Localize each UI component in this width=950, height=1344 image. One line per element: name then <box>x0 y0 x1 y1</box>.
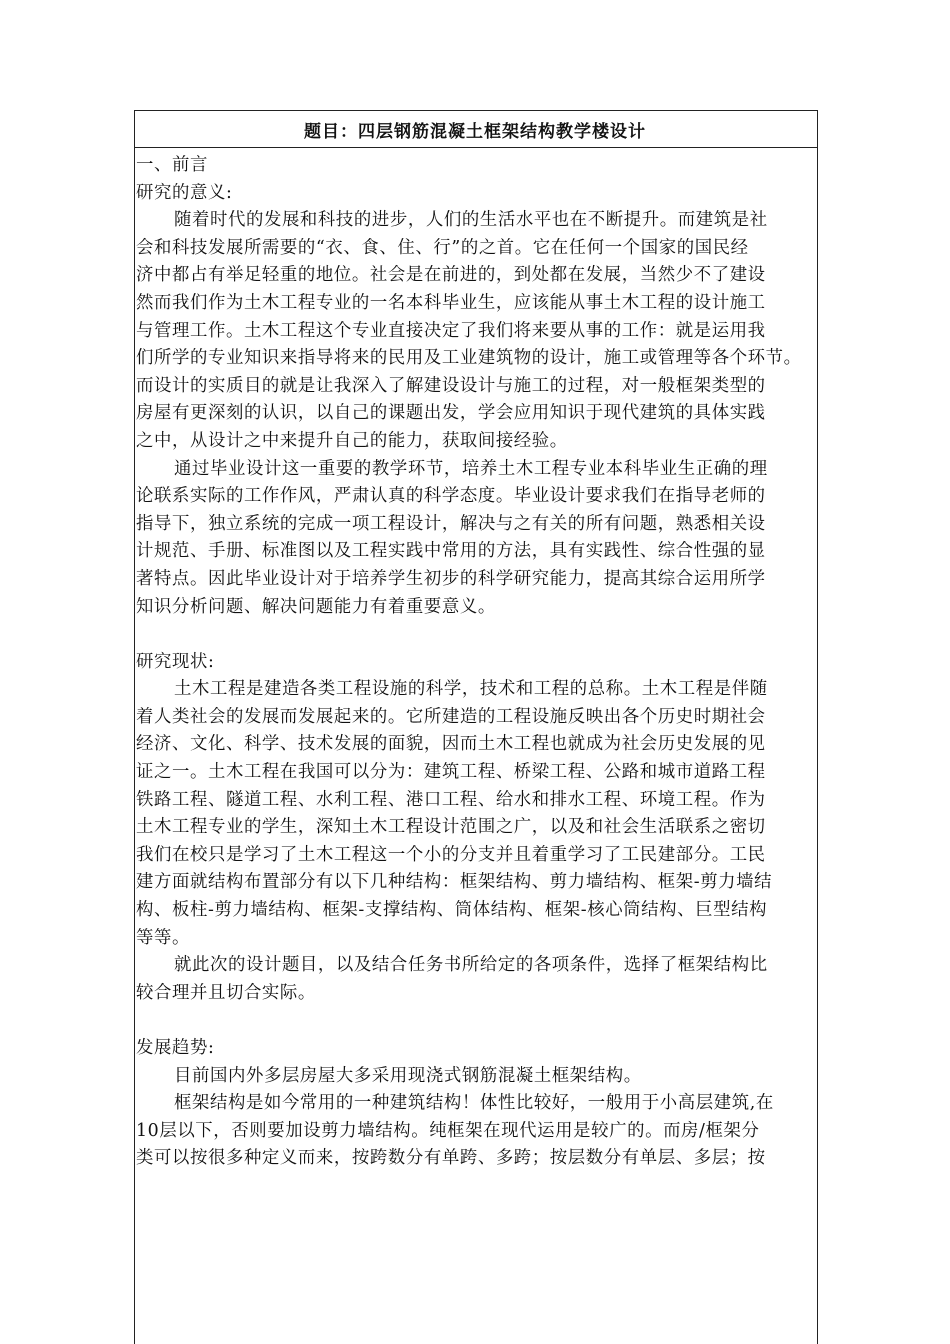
text-line: 我们在校只是学习了土木工程这一个小的分支并且着重学习了工民建部分。工民 <box>136 844 766 865</box>
document-body <box>136 152 816 1173</box>
text-line: 知识分析问题、解决问题能力有着重要意义。 <box>136 596 496 617</box>
text-line: 通过毕业设计这一重要的教学环节，培养土木工程专业本科毕业生正确的理 <box>174 458 768 479</box>
text-line: 土木工程专业的学生，深知土木工程设计范围之广，以及和社会生活联系之密切 <box>136 817 766 838</box>
text-line: 框架结构是如今常用的一种建筑结构！体性比较好，一般用于小高层建筑,在 <box>174 1093 774 1114</box>
status-heading: 研究现状: <box>136 651 215 672</box>
significance-heading: 研究的意义: <box>136 182 233 203</box>
text-line: 证之一。土木工程在我国可以分为：建筑工程、桥梁工程、公路和城市道路工程 <box>136 762 766 783</box>
text-line: 构、板柱-剪力墙结构、框架-支撑结构、筒体结构、框架-核心筒结构、巨型结构 <box>136 900 768 921</box>
text-line: 著特点。因此毕业设计对于培养学生初步的科学研究能力，提高其综合运用所学 <box>136 568 766 589</box>
text-line: 计规范、手册、标准图以及工程实践中常用的方法，具有实践性、综合性强的显 <box>136 541 766 562</box>
text-line: 们所学的专业知识来指导将来的民用及工业建筑物的设计，施工或管理等各个环节。 <box>136 348 802 369</box>
text-line: 房屋有更深刻的认识，以自己的课题出发，学会应用知识于现代建筑的具体实践 <box>136 403 766 424</box>
text-line: 类可以按很多种定义而来，按跨数分有单跨、多跨；按层数分有单层、多层；按 <box>136 1148 766 1169</box>
text-line: 目前国内外多层房屋大多采用现浇式钢筋混凝土框架结构。 <box>174 1065 642 1086</box>
document-title: 题目：四层钢筋混凝土框架结构教学楼设计 <box>304 122 646 142</box>
status-paragraph-2 <box>136 952 816 1007</box>
text-line: 与管理工作。土木工程这个专业直接决定了我们将来要从事的工作：就是运用我 <box>136 320 766 341</box>
text-line: 铁路工程、隧道工程、水利工程、港口工程、给水和排水工程、环境工程。作为 <box>136 789 766 810</box>
text-line: 建方面就结构布置部分有以下几种结构：框架结构、剪力墙结构、框架-剪力墙结 <box>136 872 773 893</box>
status-paragraph-1 <box>136 676 816 952</box>
text-line: 随着时代的发展和科技的进步，人们的生活水平也在不断提升。而建筑是社 <box>174 210 768 231</box>
blank-line <box>136 1007 816 1035</box>
trends-paragraph-1 <box>136 1063 816 1091</box>
text-line: 经济、文化、科学、技术发展的面貌，因而土木工程也就成为社会历史发展的见 <box>136 734 766 755</box>
text-line: 会和科技发展所需要的“衣、食、住、行”的之首。它在任何一个国家的国民经 <box>136 237 749 258</box>
text-line: 等等。 <box>136 927 190 948</box>
text-line: 论联系实际的工作作风，严肃认真的科学态度。毕业设计要求我们在指导老师的 <box>136 486 766 507</box>
text-line: 济中都占有举足轻重的地位。社会是在前进的，到处都在发展，当然少不了建设 <box>136 265 766 286</box>
text-line: 指导下，独立系统的完成一项工程设计，解决与之有关的所有问题，熟悉相关设 <box>136 513 766 534</box>
blank-line <box>136 621 816 649</box>
text-line: 较合理并且切合实际。 <box>136 982 316 1003</box>
trends-heading: 发展趋势: <box>136 1038 215 1058</box>
trends-paragraph-2 <box>136 1090 816 1173</box>
text-line: 着人类社会的发展而发展起来的。它所建造的工程设施反映出各个历史时期社会 <box>136 706 766 727</box>
text-line: 之中，从设计之中来提升自己的能力，获取间接经验。 <box>136 430 568 451</box>
text-line: 而设计的实质目的就是让我深入了解建设设计与施工的过程，对一般框架类型的 <box>136 375 766 396</box>
text-line: 10层以下，否则要加设剪力墙结构。纯框架在现代运用是较广的。而房/框架分 <box>136 1120 760 1141</box>
text-line: 土木工程是建造各类工程设施的科学，技术和工程的总称。土木工程是伴随 <box>174 679 768 700</box>
text-line: 然而我们作为土木工程专业的一名本科毕业生，应该能从事土木工程的设计施工 <box>136 292 766 313</box>
significance-paragraph-2 <box>136 456 816 622</box>
section-heading: 一、前言 <box>136 155 208 175</box>
text-line: 就此次的设计题目，以及结合任务书所给定的各项条件，选择了框架结构比 <box>174 955 768 976</box>
significance-paragraph-1 <box>136 207 816 455</box>
